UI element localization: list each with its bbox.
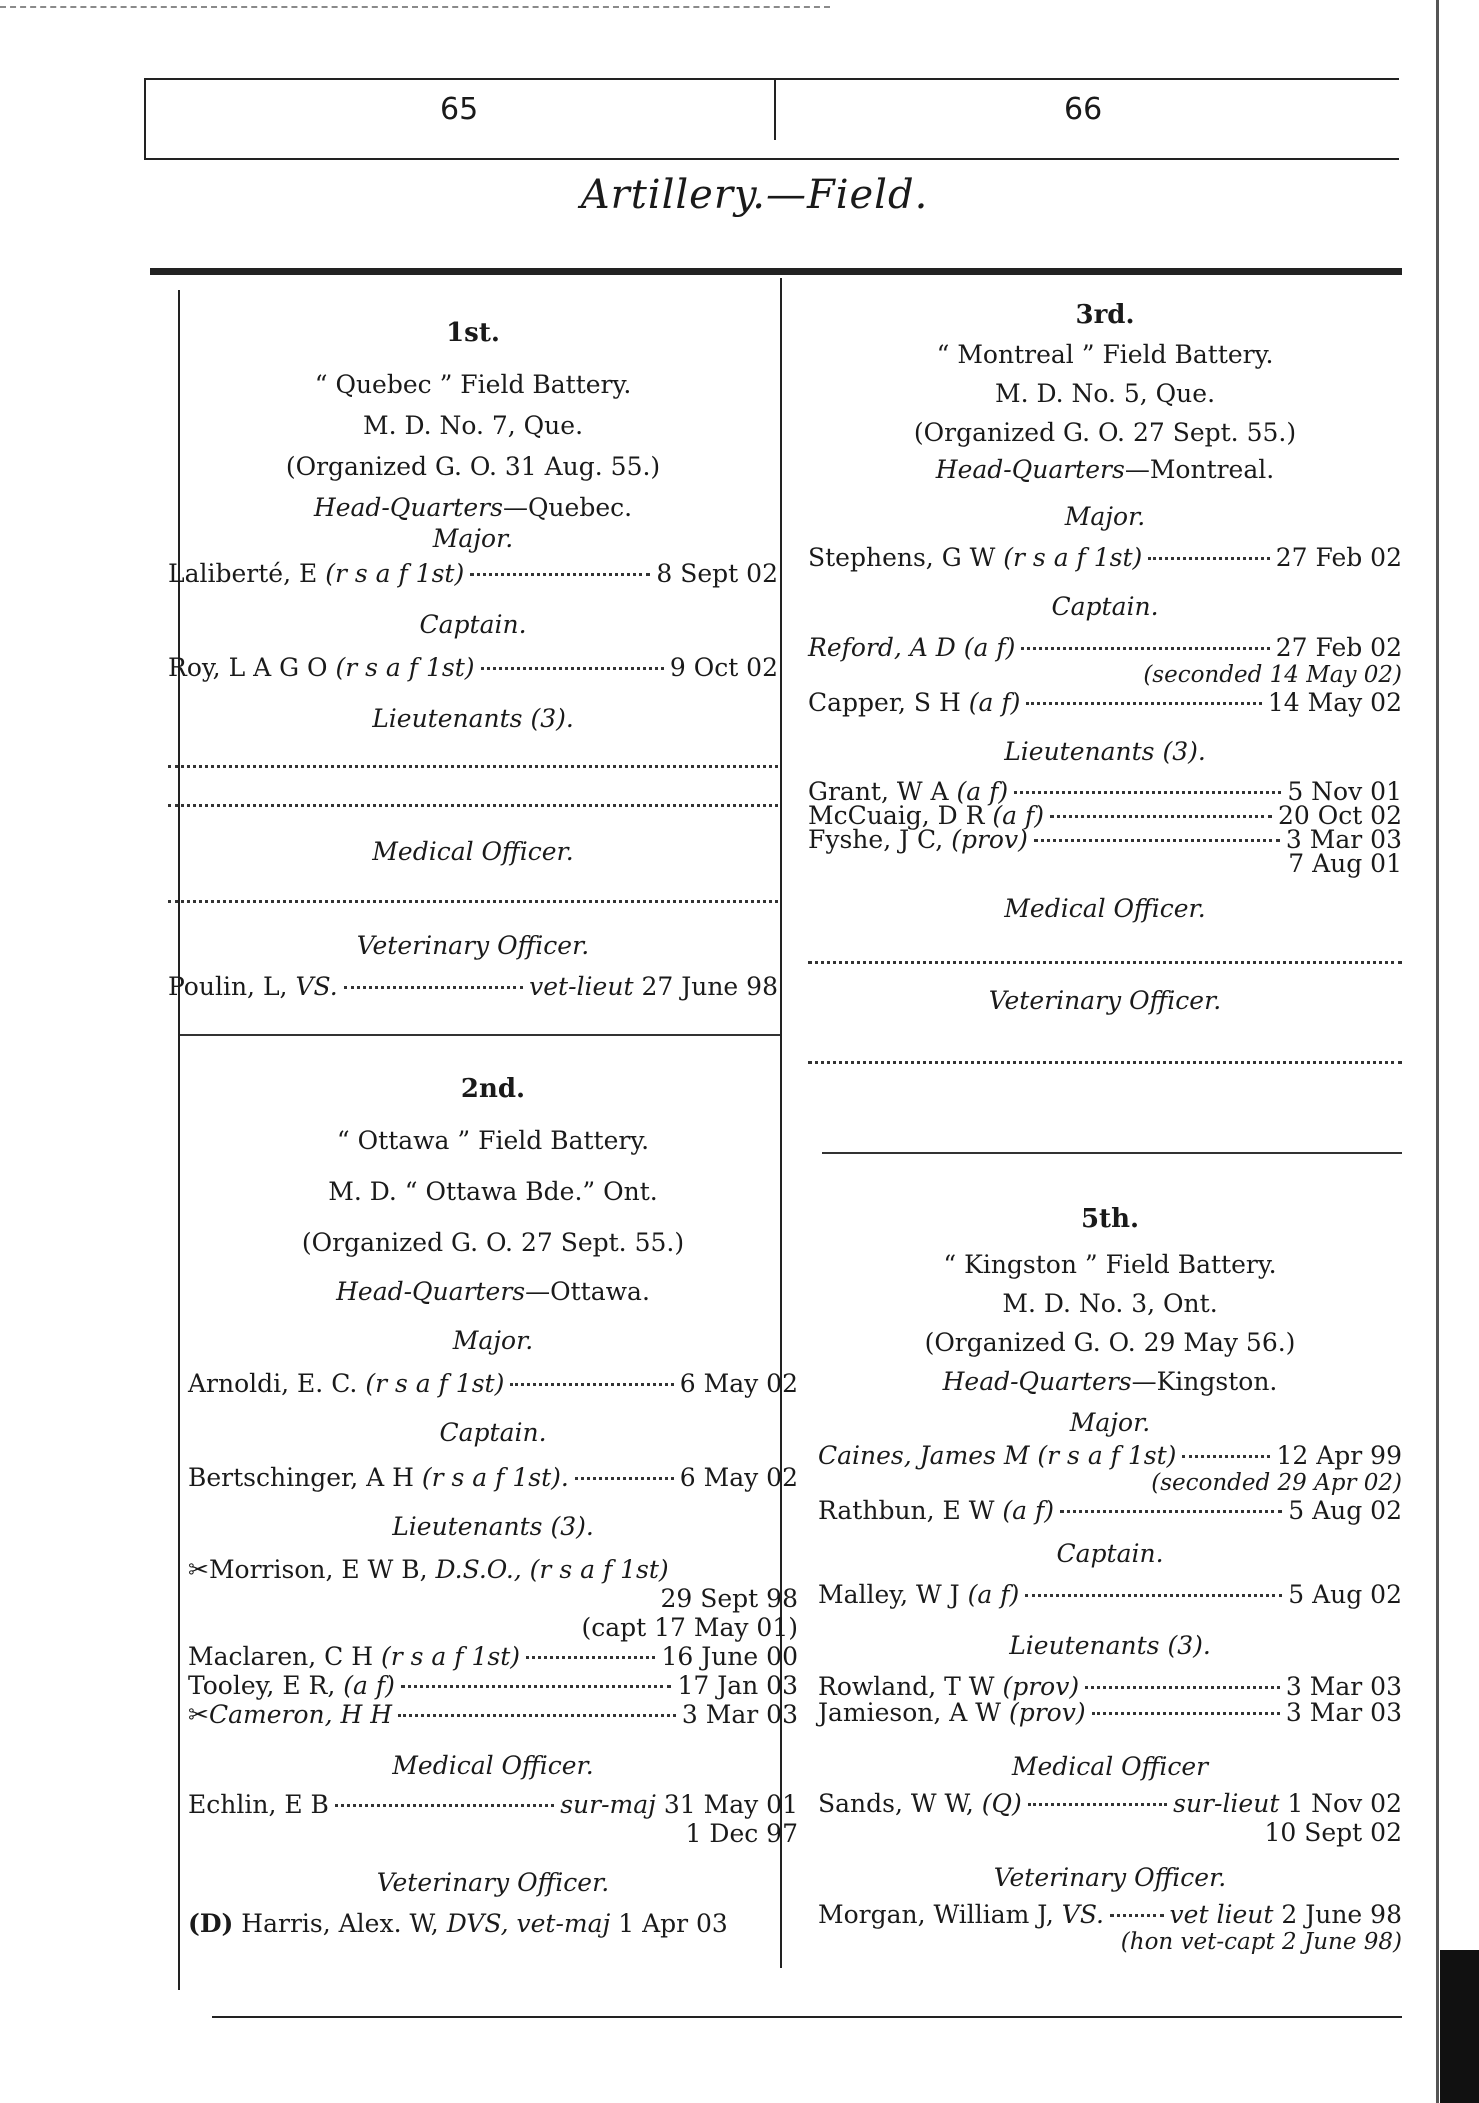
officer-name: Fyshe, J C, <box>808 825 944 854</box>
vacant-line <box>808 1061 1402 1064</box>
bottom-rule <box>212 2016 1402 2018</box>
medical-label: Medical Officer <box>1011 1752 1209 1781</box>
hq-place: —Kingston. <box>1131 1367 1278 1396</box>
scissors-icon: ✂ <box>188 1555 209 1584</box>
section-divider <box>180 1034 780 1036</box>
leader-dots <box>398 1714 676 1717</box>
battery-name: “ Ottawa ” Field Battery. <box>336 1126 650 1155</box>
hq-label: Head-Quarters <box>935 455 1125 484</box>
military-district: M. D. No. 7, Que. <box>362 411 584 440</box>
hq-label: Head-Quarters <box>313 493 503 522</box>
officer-note: DVS, <box>446 1909 509 1938</box>
captain-entry <box>808 633 1402 662</box>
battery-name: “ Kingston ” Field Battery. <box>943 1250 1277 1279</box>
officer-note: (a f) <box>963 633 1016 662</box>
officer-rank: vet-lieut <box>529 972 634 1001</box>
lieutenants-label: Lieutenants (3). <box>392 1512 594 1541</box>
leader-dots <box>510 1383 673 1386</box>
commission-date: 5 Nov 01 <box>1287 777 1402 806</box>
binding-edge <box>1436 0 1439 2103</box>
commission-date: 9 Oct 02 <box>669 653 778 682</box>
commission-date: 17 Jan 03 <box>677 1671 798 1700</box>
lieutenant-entry <box>188 1555 798 1642</box>
officer-name: Malley, W J <box>818 1580 960 1609</box>
page-title <box>0 172 1479 218</box>
organized-note: (Organized G. O. 29 May 56.) <box>924 1328 1296 1357</box>
scan-edge <box>0 0 830 8</box>
vacant-line <box>168 900 778 903</box>
organized-note: (Organized G. O. 31 Aug. 55.) <box>285 452 661 481</box>
lieutenant-entry <box>818 1674 1402 1700</box>
header-rule-top <box>144 78 1399 80</box>
commission-date: 6 May 02 <box>679 1463 798 1492</box>
officer-note: (a f) <box>1002 1496 1055 1525</box>
medical-label: Medical Officer. <box>372 837 574 866</box>
leader-dots <box>1148 557 1269 560</box>
leader-dots <box>1021 647 1269 650</box>
officer-note: VS. <box>1061 1900 1105 1929</box>
leader-dots <box>1026 702 1261 705</box>
officer-note: (a f) <box>968 688 1021 717</box>
leader-dots <box>1034 839 1280 842</box>
second-date: 10 Sept 02 <box>1264 1818 1402 1847</box>
hq-place: —Quebec. <box>502 493 633 522</box>
captain-entry <box>808 688 1402 717</box>
commission-date: 2 June 98 <box>1281 1900 1402 1929</box>
hq-place: —Ottawa. <box>525 1277 650 1306</box>
second-date: 1 Dec 97 <box>685 1819 798 1848</box>
leader-dots <box>1110 1914 1164 1917</box>
officer-note: (prov) <box>951 825 1028 854</box>
officer-name: Poulin, L, <box>168 972 288 1001</box>
leader-dots <box>1060 1510 1282 1513</box>
vacant-line <box>168 804 778 807</box>
commission-date: 27 Feb 02 <box>1275 543 1402 572</box>
officer-note: (a f) <box>992 801 1045 830</box>
captain-label: Captain. <box>439 1418 547 1447</box>
commission-date: 16 June 00 <box>661 1642 798 1671</box>
organized-note: (Organized G. O. 27 Sept. 55.) <box>301 1228 685 1257</box>
officer-note: (r s a f 1st) <box>325 559 465 588</box>
military-district: M. D. No. 5, Que. <box>994 379 1216 408</box>
officer-name: McCuaig, D R <box>808 801 985 830</box>
captain-entry <box>188 1463 798 1492</box>
page-number-right: 66 <box>1064 92 1103 127</box>
military-district: M. D. “ Ottawa Bde.” Ont. <box>328 1177 658 1206</box>
leader-dots <box>1028 1803 1167 1806</box>
officer-note: (r s a f 1st). <box>421 1463 569 1492</box>
captain-entry <box>818 1580 1402 1609</box>
leader-dots <box>1050 815 1272 818</box>
major-label: Major. <box>452 1326 534 1355</box>
binding-shadow <box>1440 1950 1479 2103</box>
captain-label: Captain. <box>1051 592 1159 621</box>
page-number-left: 65 <box>440 92 479 127</box>
major-entry <box>168 559 778 588</box>
officer-name: Arnoldi, E. C. <box>188 1369 358 1398</box>
hq-label: Head-Quarters <box>336 1277 526 1306</box>
hq-label: Head-Quarters <box>942 1367 1132 1396</box>
officer-name: Morgan, William J, <box>818 1900 1054 1929</box>
battery-heading: 2nd. <box>460 1074 526 1104</box>
veterinary-entry <box>168 972 778 1001</box>
leader-dots <box>344 986 523 989</box>
officer-name: Cameron, H H <box>208 1700 393 1729</box>
extra-note: (hon vet-capt 2 June 98) <box>1120 1929 1402 1955</box>
lieutenants-label: Lieutenants (3). <box>372 704 574 733</box>
veterinary-entry <box>188 1909 798 1938</box>
lieutenants-label: Lieutenants (3). <box>1004 737 1206 766</box>
header-rule-mid <box>146 158 1399 160</box>
leader-dots <box>470 573 650 576</box>
officer-note: (prov) <box>1002 1672 1080 1701</box>
extra-date: 7 Aug 01 <box>1288 849 1402 878</box>
page-title-main: Artillery. <box>580 172 766 218</box>
lieutenant-line <box>188 1555 798 1584</box>
officer-note: (a f) <box>343 1671 395 1700</box>
vacant-line <box>168 765 778 768</box>
leader-dots <box>481 667 664 670</box>
medical-entry <box>818 1789 1402 1818</box>
headquarters <box>168 493 778 522</box>
extra-note: (seconded 29 Apr 02) <box>1151 1470 1402 1496</box>
frame-left-rule <box>144 78 146 160</box>
battery-heading: 3rd. <box>1075 300 1135 330</box>
battery-heading: 1st. <box>446 318 500 348</box>
veterinary-label: Veterinary Officer. <box>356 931 590 960</box>
commission-date: 5 Aug 02 <box>1288 1580 1402 1609</box>
officer-note: (r s a f 1st) <box>1037 1441 1177 1470</box>
officer-name: Echlin, E B <box>188 1790 329 1819</box>
page-divider <box>774 80 776 140</box>
officer-note: (r s a f 1st) <box>529 1555 669 1584</box>
battery-1st <box>168 318 778 1001</box>
commission-date: 14 May 02 <box>1267 688 1402 717</box>
commission-date: 20 Oct 02 <box>1277 801 1402 830</box>
officer-name: Harris, Alex. W, <box>241 1909 439 1938</box>
officer-name: Roy, L A G O <box>168 653 328 682</box>
major-entry <box>808 543 1402 572</box>
military-district: M. D. No. 3, Ont. <box>1002 1289 1218 1318</box>
battery-5th <box>818 1204 1402 1955</box>
officer-rank: vet lieut <box>1169 1900 1274 1929</box>
leader-dots <box>1014 791 1281 794</box>
commission-date: 1 Apr 03 <box>618 1909 728 1938</box>
battery-name: “ Montreal ” Field Battery. <box>936 340 1274 369</box>
lieutenant-entry <box>188 1642 798 1671</box>
officer-note: (a f) <box>967 1580 1020 1609</box>
commission-date: 8 Sept 02 <box>656 559 778 588</box>
leader-dots <box>1085 1686 1280 1689</box>
commission-date: 3 Mar 03 <box>681 1700 798 1729</box>
officer-name: Tooley, E R, <box>188 1671 336 1700</box>
leader-dots <box>401 1685 672 1688</box>
major-entry <box>818 1496 1402 1525</box>
officer-note: VS. <box>295 972 338 1001</box>
medical-label: Medical Officer. <box>1004 894 1206 923</box>
commission-date: 3 Mar 03 <box>1285 1672 1402 1701</box>
officer-rank: sur-maj <box>560 1790 656 1819</box>
veterinary-label: Veterinary Officer. <box>376 1868 610 1897</box>
officer-rank: sur-lieut <box>1173 1789 1280 1818</box>
commission-date: 6 May 02 <box>679 1369 798 1398</box>
major-label: Major. <box>1064 502 1146 531</box>
officer-name: Bertschinger, A H <box>188 1463 414 1492</box>
officer-name: Grant, W A <box>808 777 949 806</box>
headquarters <box>818 1367 1402 1396</box>
leader-dots <box>1025 1594 1282 1597</box>
title-thick-rule <box>150 268 1402 275</box>
headquarters <box>808 455 1402 484</box>
leader-dots <box>1182 1455 1270 1458</box>
commission-date: 31 May 01 <box>663 1790 798 1819</box>
major-label: Major. <box>1069 1408 1151 1437</box>
commission-date: 12 Apr 99 <box>1276 1441 1402 1470</box>
officer-note: (a f) <box>956 777 1009 806</box>
headquarters <box>188 1277 798 1306</box>
medical-label: Medical Officer. <box>392 1751 594 1780</box>
commission-date: 5 Aug 02 <box>1288 1496 1402 1525</box>
officer-name: Jamieson, A W <box>818 1698 1001 1727</box>
commission-date: 27 Feb 02 <box>1275 633 1402 662</box>
officer-name: Stephens, G W <box>808 543 996 572</box>
captain-label: Captain. <box>1056 1539 1164 1568</box>
lieutenants-label: Lieutenants (3). <box>1009 1631 1211 1660</box>
officer-name: Laliberté, E <box>168 559 318 588</box>
officer-name: Sands, W W, <box>818 1789 974 1818</box>
officer-note: (r s a f 1st) <box>335 653 475 682</box>
status-marker: (D) <box>188 1909 234 1938</box>
organized-note: (Organized G. O. 27 Sept. 55.) <box>913 418 1297 447</box>
leader-dots <box>575 1477 674 1480</box>
captain-label: Captain. <box>419 610 527 639</box>
extra-note: (seconded 14 May 02) <box>1143 662 1402 688</box>
commission-date: 29 Sept 98 <box>660 1584 798 1613</box>
battery-3rd <box>808 300 1402 1064</box>
officer-honour: D.S.O., <box>435 1555 522 1584</box>
major-entry <box>188 1369 798 1398</box>
veterinary-label: Veterinary Officer. <box>988 986 1222 1015</box>
leader-dots <box>1092 1712 1280 1715</box>
major-entry <box>818 1441 1402 1470</box>
page-title-sub: —Field. <box>765 172 929 218</box>
commission-date: 27 June 98 <box>641 972 778 1001</box>
officer-name: Morrison, E W B, <box>208 1555 428 1584</box>
scissors-icon: ✂ <box>188 1700 209 1729</box>
veterinary-label: Veterinary Officer. <box>993 1863 1227 1892</box>
officer-name: Rowland, T W <box>818 1672 995 1701</box>
officer-name: Rathbun, E W <box>818 1496 995 1525</box>
lieutenant-entry <box>188 1671 798 1700</box>
battery-2nd <box>188 1074 798 1938</box>
officer-name: Capper, S H <box>808 688 961 717</box>
officer-name: Reford, A D <box>808 633 956 662</box>
leader-dots <box>526 1656 655 1659</box>
officer-note: (prov) <box>1008 1698 1086 1727</box>
battery-name: “ Quebec ” Field Battery. <box>314 370 632 399</box>
officer-rank: vet-maj <box>516 1909 611 1938</box>
extra-note: (capt 17 May 01) <box>581 1613 798 1642</box>
battery-heading: 5th. <box>1080 1204 1140 1234</box>
officer-name: Maclaren, C H <box>188 1642 374 1671</box>
vacant-line <box>808 961 1402 964</box>
lieutenant-entry <box>188 1700 798 1729</box>
section-divider <box>822 1152 1402 1154</box>
leader-dots <box>335 1804 554 1807</box>
officer-note: (r s a f 1st) <box>380 1642 520 1671</box>
major-label: Major. <box>432 524 514 553</box>
officer-note: (r s a f 1st) <box>1003 543 1143 572</box>
captain-entry <box>168 653 778 682</box>
veterinary-entry <box>818 1900 1402 1929</box>
commission-date: 1 Nov 02 <box>1287 1789 1402 1818</box>
lieutenant-entry <box>818 1700 1402 1726</box>
officer-name: Caines, James M <box>818 1441 1030 1470</box>
commission-date: 3 Mar 03 <box>1285 825 1402 854</box>
hq-place: —Montreal. <box>1124 455 1275 484</box>
officer-note: (r s a f 1st) <box>365 1369 505 1398</box>
medical-entry <box>188 1790 798 1819</box>
officer-note: (Q) <box>981 1789 1022 1818</box>
commission-date: 3 Mar 03 <box>1285 1698 1402 1727</box>
